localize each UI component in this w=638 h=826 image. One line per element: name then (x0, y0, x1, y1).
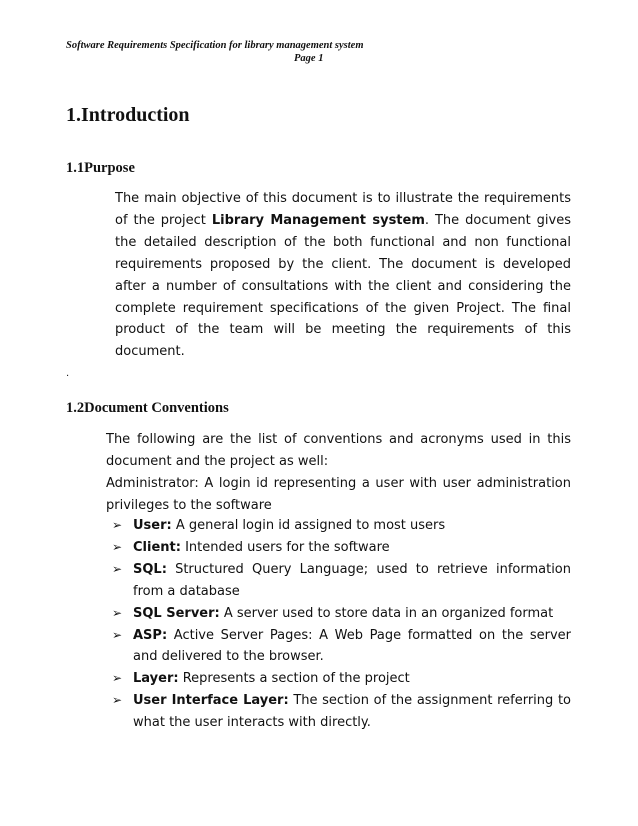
section-heading-introduction: 1.Introduction (66, 104, 190, 126)
term: ASP: (133, 627, 168, 643)
section-heading-purpose: 1.1Purpose (66, 160, 135, 176)
conventions-list (106, 515, 571, 734)
list-item (106, 537, 571, 559)
list-item (106, 625, 571, 669)
arrow-bullet-icon: ➢ (112, 693, 123, 708)
term: Client: (133, 539, 181, 555)
section-heading-conventions: 1.2Document Conventions (66, 400, 229, 416)
arrow-bullet-icon: ➢ (112, 605, 123, 620)
arrow-bullet-icon: ➢ (112, 561, 123, 576)
administrator-definition: Administrator: A login id representing a user with user administration privileges to the software (106, 476, 571, 513)
arrow-bullet-icon: ➢ (112, 539, 123, 554)
arrow-bullet-icon: ➢ (112, 627, 123, 642)
purpose-text-bold: Library Management system (211, 212, 425, 228)
list-item (106, 515, 571, 537)
term-description: A general login id assigned to most users (171, 518, 446, 533)
purpose-text-end: . The document gives the detailed description of the both functional and non functional requirements proposed by the client. The document is developed after a number of consultations with the client and considering the complete requirement specifications of the given Project. The final product of the team will be meeting the requirements of this document. (115, 212, 571, 360)
header-title: Software Requirements Specification for library management system (66, 40, 364, 51)
term-description: Represents a section of the project (178, 671, 410, 687)
list-item (106, 690, 571, 734)
arrow-bullet-icon: ➢ (112, 518, 123, 532)
page-header (66, 39, 496, 65)
term-description: A server used to store data in an organized format (219, 605, 554, 621)
term: User: (133, 518, 172, 533)
purpose-text-start: The main objective of this document is to illustrate the requirements of the project (115, 191, 571, 228)
term: SQL Server: (133, 605, 220, 621)
list-item (106, 668, 571, 690)
purpose-paragraph (115, 188, 571, 363)
term-description: The section of the assignment referring to what the user interacts with directly. (133, 693, 571, 731)
term: Layer: (133, 671, 179, 687)
page-number: Page 1 (294, 53, 324, 64)
term-description: Intended users for the software (180, 539, 390, 555)
list-item (106, 559, 571, 603)
term: User Interface Layer: (133, 693, 289, 709)
term: SQL: (133, 561, 167, 577)
term-description: Active Server Pages: A Web Page formatted on the server and delivered to the browser. (133, 627, 571, 665)
conventions-intro: The following are the list of conventions and acronyms used in this document and the project as well: (106, 432, 571, 469)
arrow-bullet-icon: ➢ (112, 671, 123, 686)
list-item (106, 603, 571, 625)
term-description: Structured Query Language; used to retrieve information from a database (133, 561, 571, 599)
stray-mark: . (66, 368, 70, 379)
